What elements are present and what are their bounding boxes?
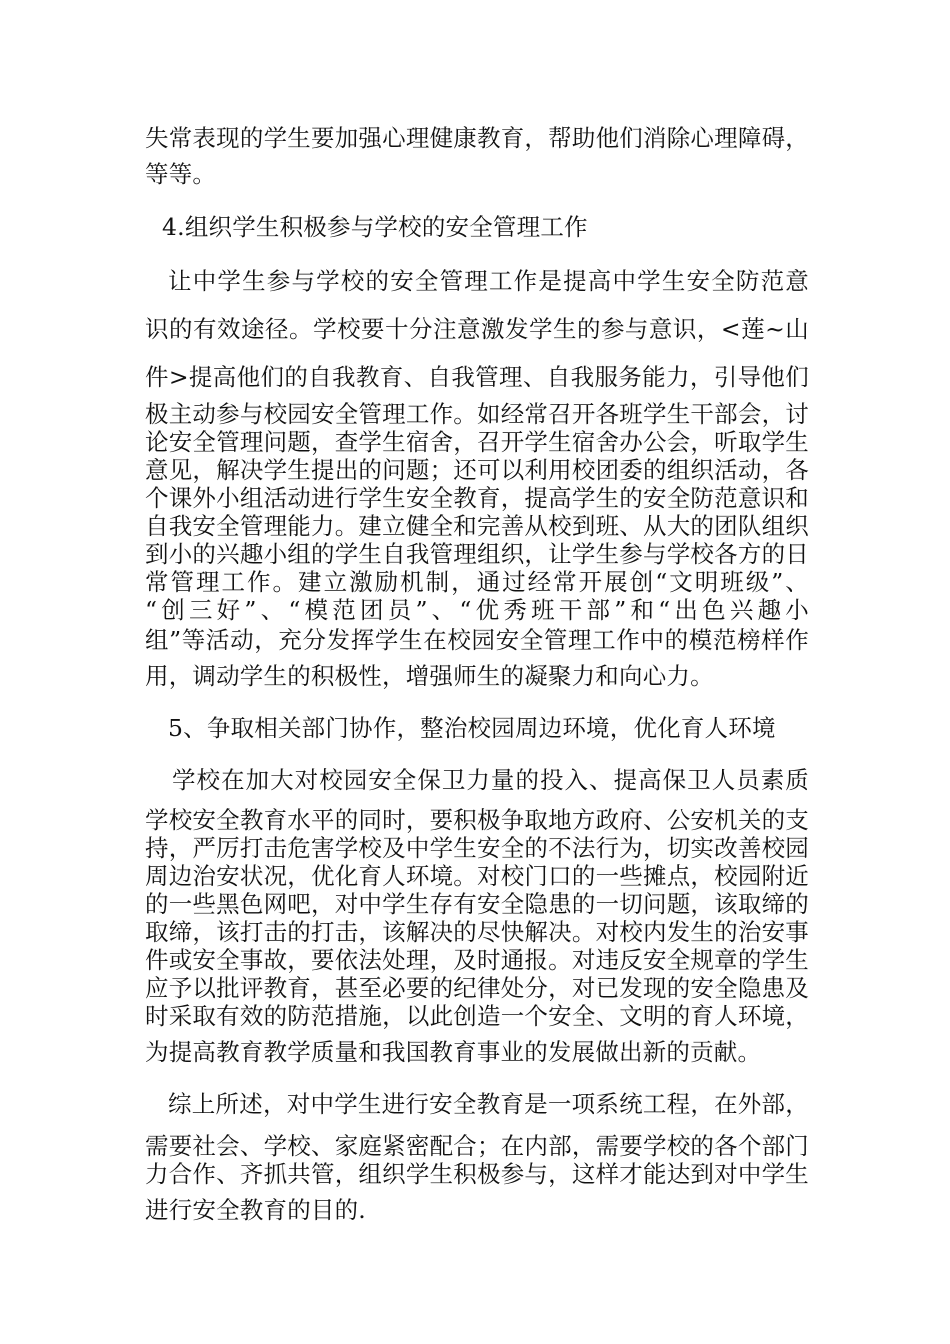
text-line: 等等。 — [145, 160, 217, 188]
section-heading: 5、争取相关部门协作，整治校园周边环境，优化育人环境 — [168, 714, 776, 742]
text-line: 时采取有效的防范措施，以此创造一个安全、文明的育人环境， — [145, 1002, 809, 1030]
text-line: 极主动参与校园安全管理工作。如经常召开各班学生干部会，讨 — [145, 400, 809, 428]
text-line: 件>提高他们的自我教育、自我管理、自我服务能力，引导他们 — [145, 363, 809, 391]
text-line: 为提高教育教学质量和我国教育事业的发展做出新的贡献。 — [145, 1038, 762, 1066]
text-line: 失常表现的学生要加强心理健康教育，帮助他们消除心理障碍， — [145, 124, 809, 152]
text-line: 的一些黑色网吧，对中学生存有安全隐患的一切问题，该取缔的 — [145, 890, 809, 918]
text-line: “创三好”、“模范团员”、“优秀班干部”和“出色兴趣小 — [145, 596, 809, 624]
text-line: 让中学生参与学校的安全管理工作是提高中学生安全防范意 — [168, 267, 809, 295]
text-line: 需要社会、学校、家庭紧密配合；在内部，需要学校的各个部门 — [145, 1132, 809, 1160]
section-heading: 4.组织学生积极参与学校的安全管理工作 — [162, 213, 588, 241]
text-line: 综上所述，对中学生进行安全教育是一项系统工程，在外部， — [168, 1090, 809, 1118]
text-line: 自我安全管理能力。建立健全和完善从校到班、从大的团队组织 — [145, 512, 809, 540]
text-line: 取缔，该打击的打击，该解决的尽快解决。对校内发生的治安事 — [145, 918, 809, 946]
text-line: 持，严厉打击危害学校及中学生安全的不法行为，切实改善校园 — [145, 834, 809, 862]
text-line: 力合作、齐抓共管，组织学生积极参与，这样才能达到对中学生 — [145, 1160, 809, 1188]
text-line: 进行安全教育的目的. — [145, 1196, 366, 1224]
text-line: 周边治安状况，优化育人环境。对校门口的一些摊点，校园附近 — [145, 862, 809, 890]
text-line: 学校安全教育水平的同时，要积极争取地方政府、公安机关的支 — [145, 806, 809, 834]
text-line: 用，调动学生的积极性，增强师生的凝聚力和向心力。 — [145, 662, 714, 690]
text-line: 意见，解决学生提出的问题；还可以利用校团委的组织活动，各 — [145, 456, 809, 484]
text-line: 组”等活动，充分发挥学生在校园安全管理工作中的模范榜样作 — [145, 626, 809, 654]
text-line: 学校在加大对校园安全保卫力量的投入、提高保卫人员素质 — [172, 766, 809, 794]
text-line: 件或安全事故，要依法处理，及时通报。对违反安全规章的学生 — [145, 946, 809, 974]
text-line: 应予以批评教育，甚至必要的纪律处分，对已发现的安全隐患及 — [145, 974, 809, 1002]
text-line: 识的有效途径。学校要十分注意激发学生的参与意识，<莲~山 — [145, 315, 809, 343]
text-line: 个课外小组活动进行学生安全教育，提高学生的安全防范意识和 — [145, 484, 809, 512]
text-line: 常管理工作。建立激励机制，通过经常开展创“文明班级”、 — [145, 568, 809, 596]
text-line: 论安全管理问题，查学生宿舍，召开学生宿舍办公会，听取学生 — [145, 428, 809, 456]
text-line: 到小的兴趣小组的学生自我管理组织，让学生参与学校各方的日 — [145, 540, 809, 568]
